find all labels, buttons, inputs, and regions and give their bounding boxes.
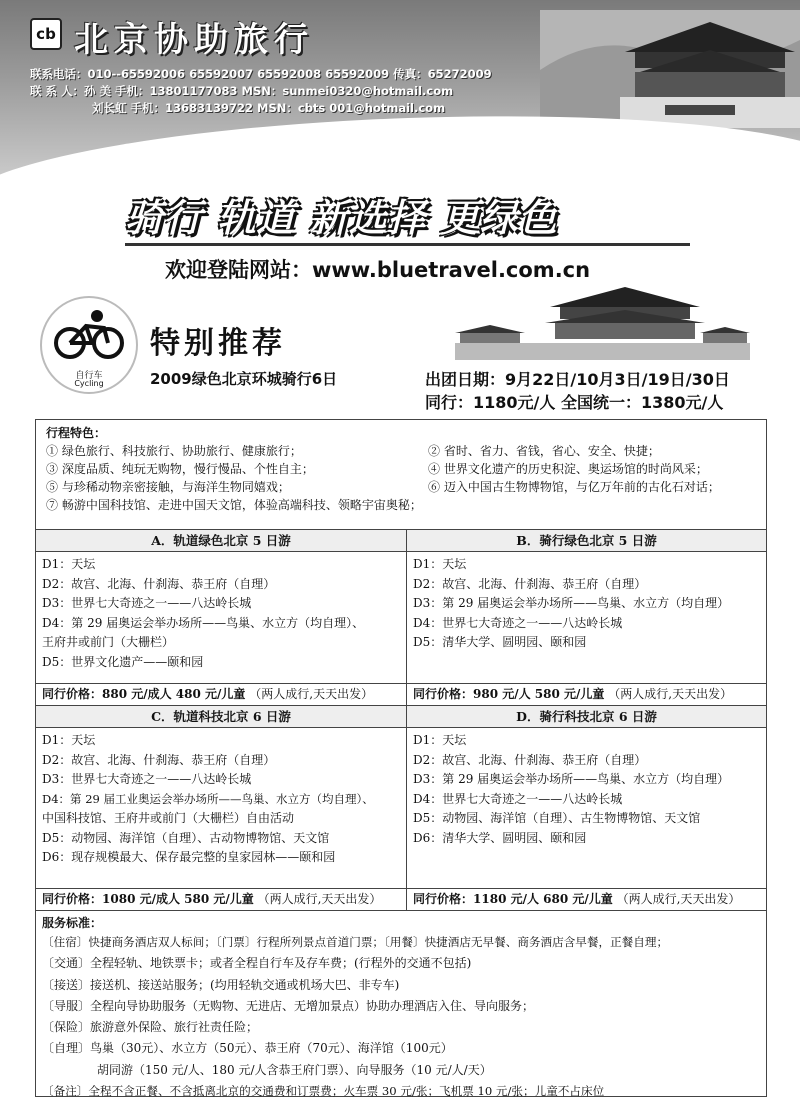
company-logo: cb <box>30 18 62 50</box>
price-note: （两人成行,天天出发） <box>249 687 374 701</box>
price-value: 980 元/人 580 元/儿童 <box>473 687 605 701</box>
slogan-underline <box>125 243 690 246</box>
tour-a-day: D2：故宫、北海、什刹海、恭王府（自理） <box>42 576 276 591</box>
palace-illustration <box>455 285 750 360</box>
cycling-logo-en: Cycling <box>74 379 104 388</box>
service-item: 胡同游（150 元/人、180 元/人含恭王府门票）、向导服务（10 元/人/天） <box>97 1062 492 1077</box>
tour-a-day: D1：天坛 <box>42 557 96 571</box>
feature-item: ⑤ 与珍稀动物亲密接触，与海洋生物同嬉戏； <box>46 480 290 494</box>
price-value: 1180 元/人 680 元/儿童 <box>473 892 613 906</box>
bicycle-icon <box>42 298 136 368</box>
price-label: 同行价格： <box>413 892 474 906</box>
feature-item: ③ 深度品质、纯玩无购物，慢行慢品、个性自主； <box>46 462 314 476</box>
tour-c-day: D1：天坛 <box>42 733 96 747</box>
price-value: 880 元/成人 480 元/儿童 <box>102 687 246 701</box>
feature-item: ⑥ 迈入中国古生物博物馆，与亿万年前的古化石对话； <box>428 480 720 494</box>
service-item: 〔交通〕全程轻轨、地铁票卡；或者全程自行车及存车费；(行程外的交通不包括) <box>42 956 472 971</box>
features-section <box>36 420 766 530</box>
forbidden-city-gate-image <box>540 10 800 128</box>
itinerary-box <box>35 419 767 1097</box>
slogan: 骑行 轨道 新选择 更绿色 <box>125 196 558 240</box>
tour-b-price <box>407 683 766 705</box>
tour-a-price <box>36 683 406 705</box>
tour-a-title: A．轨道绿色北京 5 日游 <box>36 530 406 552</box>
website-line: 欢迎登陆网站：www.bluetravel.com.cn <box>165 258 591 282</box>
features-title: 行程特色： <box>46 426 107 440</box>
column-divider <box>406 530 407 911</box>
tour-c-day: 中国科技馆、王府井或前门（大栅栏）自由活动 <box>42 811 295 825</box>
price-note: （两人成行,天天出发） <box>608 687 733 701</box>
service-title: 服务标准： <box>42 916 103 930</box>
tour-c-day: D4：第 29 届工业奥运会举办场所——鸟巢、水立方（均自理）、 <box>42 791 374 806</box>
tour-a-day: D3：世界七大奇迹之一——八达岭长城 <box>42 596 252 610</box>
tour-a-day: 王府井或前门（大栅栏） <box>42 635 175 649</box>
tour-a-day: D4：第 29 届奥运会举办场所——鸟巢、水立方（均自理）、 <box>42 615 365 630</box>
service-item: 〔自理〕鸟巢（30元）、水立方（50元）、恭王府（70元）、海洋馆（100元） <box>42 1041 453 1056</box>
tour-d-day: D1：天坛 <box>413 733 467 747</box>
special-title: 特别推荐 <box>150 326 286 361</box>
tour-c-title: C．轨道科技北京 6 日游 <box>36 706 406 728</box>
price-note: （两人成行,天天出发） <box>616 892 741 906</box>
service-item: 〔住宿〕快捷商务酒店双人标间；〔门票〕行程所列景点首道门票；〔用餐〕快捷酒店无早餐、商务酒店含早餐，正餐自理； <box>42 935 669 949</box>
tour-b-day: D2：故宫、北海、什刹海、恭王府（自理） <box>413 576 647 591</box>
tour-d-day: D4：世界七大奇迹之一——八达岭长城 <box>413 791 623 806</box>
price-label: 同行价格： <box>413 687 474 701</box>
price-value: 1080 元/成人 580 元/儿童 <box>102 892 254 906</box>
header-banner <box>0 0 800 175</box>
tour-d-day: D6：清华大学、圆明园、颐和园 <box>413 830 587 845</box>
featured-tour-title: 2009绿色北京环城骑行6日 <box>150 370 338 388</box>
cycling-logo <box>40 296 138 394</box>
tour-c-day: D2：故宫、北海、什刹海、恭王府（自理） <box>42 752 276 767</box>
price-label: 同行价格： <box>42 687 103 701</box>
featured-prices: 同行：1180元/人 全国统一：1380元/人 <box>425 393 724 412</box>
tour-c-day: D6：现存规模最大、保存最完整的皇家园林——颐和园 <box>42 850 336 864</box>
tour-b-day: D4：世界七大奇迹之一——八达岭长城 <box>413 615 623 630</box>
price-label: 同行价格： <box>42 892 103 906</box>
service-item: 〔接送〕接送机、接送站服务；(均用轻轨交通或机场大巴、非专车) <box>42 977 400 992</box>
phone-line: 联系电话：010--65592006 65592007 65592008 65592009 传真：65272009 <box>30 67 492 81</box>
departure-dates: 出团日期：9月22日/10月3日/19日/30日 <box>425 370 730 389</box>
service-item: 〔备注〕全程不含正餐、不含抵离北京的交通费和订票费；火车票 30 元/张；飞机票 10 元/张；儿童不占床位 <box>42 1084 605 1099</box>
feature-item: ② 省时、省力、省钱，省心、安全、快捷； <box>428 444 660 458</box>
tour-d-day: D2：故宫、北海、什刹海、恭王府（自理） <box>413 752 647 767</box>
tour-b-day: D5：清华大学、圆明园、颐和园 <box>413 635 587 649</box>
feature-item: ⑦ 畅游中国科技馆、走进中国天文馆，体验高端科技、领略宇宙奥秘； <box>46 498 422 512</box>
service-section <box>36 911 766 1100</box>
tour-c-day: D3：世界七大奇迹之一——八达岭长城 <box>42 772 252 786</box>
feature-item: ④ 世界文化遗产的历史积淀、奥运场馆的时尚风采； <box>428 462 708 476</box>
contact-line-2: 刘长虹 手机：13683139722 MSN：cbts 001@hotmail.com <box>92 101 446 115</box>
tour-a <box>36 530 406 706</box>
tour-c <box>36 706 406 911</box>
service-item: 〔保险〕旅游意外保险、旅行社责任险； <box>42 1020 259 1035</box>
tour-d <box>407 706 766 911</box>
tour-b-day: D1：天坛 <box>413 557 467 571</box>
tour-b-title: B．骑行绿色北京 5 日游 <box>407 530 766 552</box>
service-item: 〔导服〕全程向导协助服务（无购物、无进店、无增加景点）协助办理酒店入住、导向服务； <box>42 998 535 1013</box>
feature-item: ① 绿色旅行、科技旅行、协助旅行、健康旅行； <box>46 444 302 458</box>
tour-d-day: D3：第 29 届奥运会举办场所——鸟巢、水立方（均自理） <box>413 772 730 786</box>
tour-d-day: D5：动物园、海洋馆（自理）、古生物博物馆、天文馆 <box>413 811 701 825</box>
cycling-logo-cn: 自行车 <box>75 371 103 381</box>
tour-a-day: D5：世界文化遗产——颐和园 <box>42 654 204 669</box>
tour-d-title: D．骑行科技北京 6 日游 <box>407 706 766 728</box>
tour-c-day: D5：动物园、海洋馆（自理）、古动物博物馆、天文馆 <box>42 830 330 845</box>
company-name: 北京协助旅行 <box>74 20 314 60</box>
tour-b-day: D3：第 29 届奥运会举办场所——鸟巢、水立方（均自理） <box>413 596 730 610</box>
contact-line-1: 联 系 人：孙 美 手机：13801177083 MSN：sunmei0320@hotmail.com <box>30 84 454 98</box>
price-note: （两人成行,天天出发） <box>257 892 382 906</box>
tour-d-price <box>407 888 766 910</box>
tour-c-price <box>36 888 406 910</box>
tour-b <box>407 530 766 706</box>
